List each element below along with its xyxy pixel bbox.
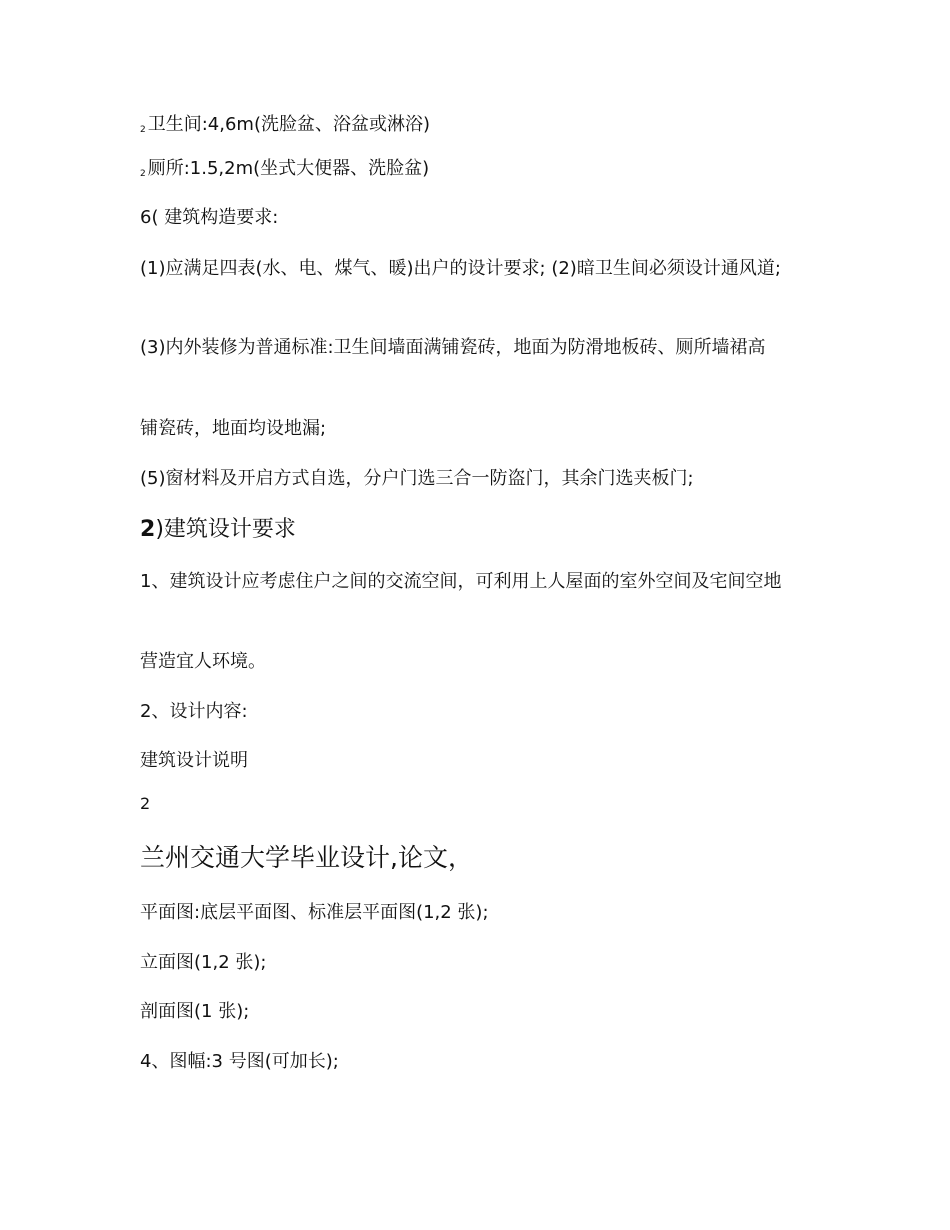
paragraph: (3)内外装修为普通标准:卫生间墙面满铺瓷砖，地面为防滑地板砖、厕所墙裙高 <box>140 337 766 358</box>
heading-number: 2 <box>140 517 156 542</box>
paragraph: 营造宜人环境。 <box>140 651 266 672</box>
heading-text: )建筑设计要求 <box>155 517 296 542</box>
page-number: 2 <box>140 794 151 813</box>
superscript-marker: 2 <box>140 169 146 179</box>
paragraph: 1、建筑设计应考虑住户之间的交流空间，可利用上人屋面的室外空间及宅间空地 <box>140 571 782 592</box>
section-heading: 6( 建筑构造要求: <box>140 207 279 228</box>
text-line <box>140 110 810 145</box>
superscript-marker: 2 <box>140 125 146 135</box>
text-line <box>140 154 810 189</box>
paragraph: 剖面图(1 张); <box>140 1001 250 1022</box>
document-title: 兰州交通大学毕业设计,论文， <box>140 843 473 872</box>
line-text: 卫生间:4,6m(洗脸盆、浴盆或淋浴) <box>147 114 431 135</box>
paragraph: 立面图(1,2 张); <box>140 952 267 973</box>
paragraph: 4、图幅:3 号图(可加长); <box>140 1051 339 1072</box>
paragraph: 建筑设计说明 <box>140 750 248 771</box>
line-text: 厕所:1.5,2m(坐式大便器、洗脸盆) <box>147 158 430 179</box>
paragraph: (5)窗材料及开启方式自选，分户门选三合一防盗门，其余门选夹板门; <box>140 468 694 489</box>
paragraph: 平面图:底层平面图、标准层平面图(1,2 张); <box>140 902 489 923</box>
paragraph: (1)应满足四表(水、电、煤气、暖)出户的设计要求; (2)暗卫生间必须设计通风道; <box>140 258 781 279</box>
section-heading <box>140 515 810 545</box>
paragraph: 铺瓷砖，地面均设地漏; <box>140 418 327 439</box>
paragraph: 2、设计内容: <box>140 701 248 722</box>
